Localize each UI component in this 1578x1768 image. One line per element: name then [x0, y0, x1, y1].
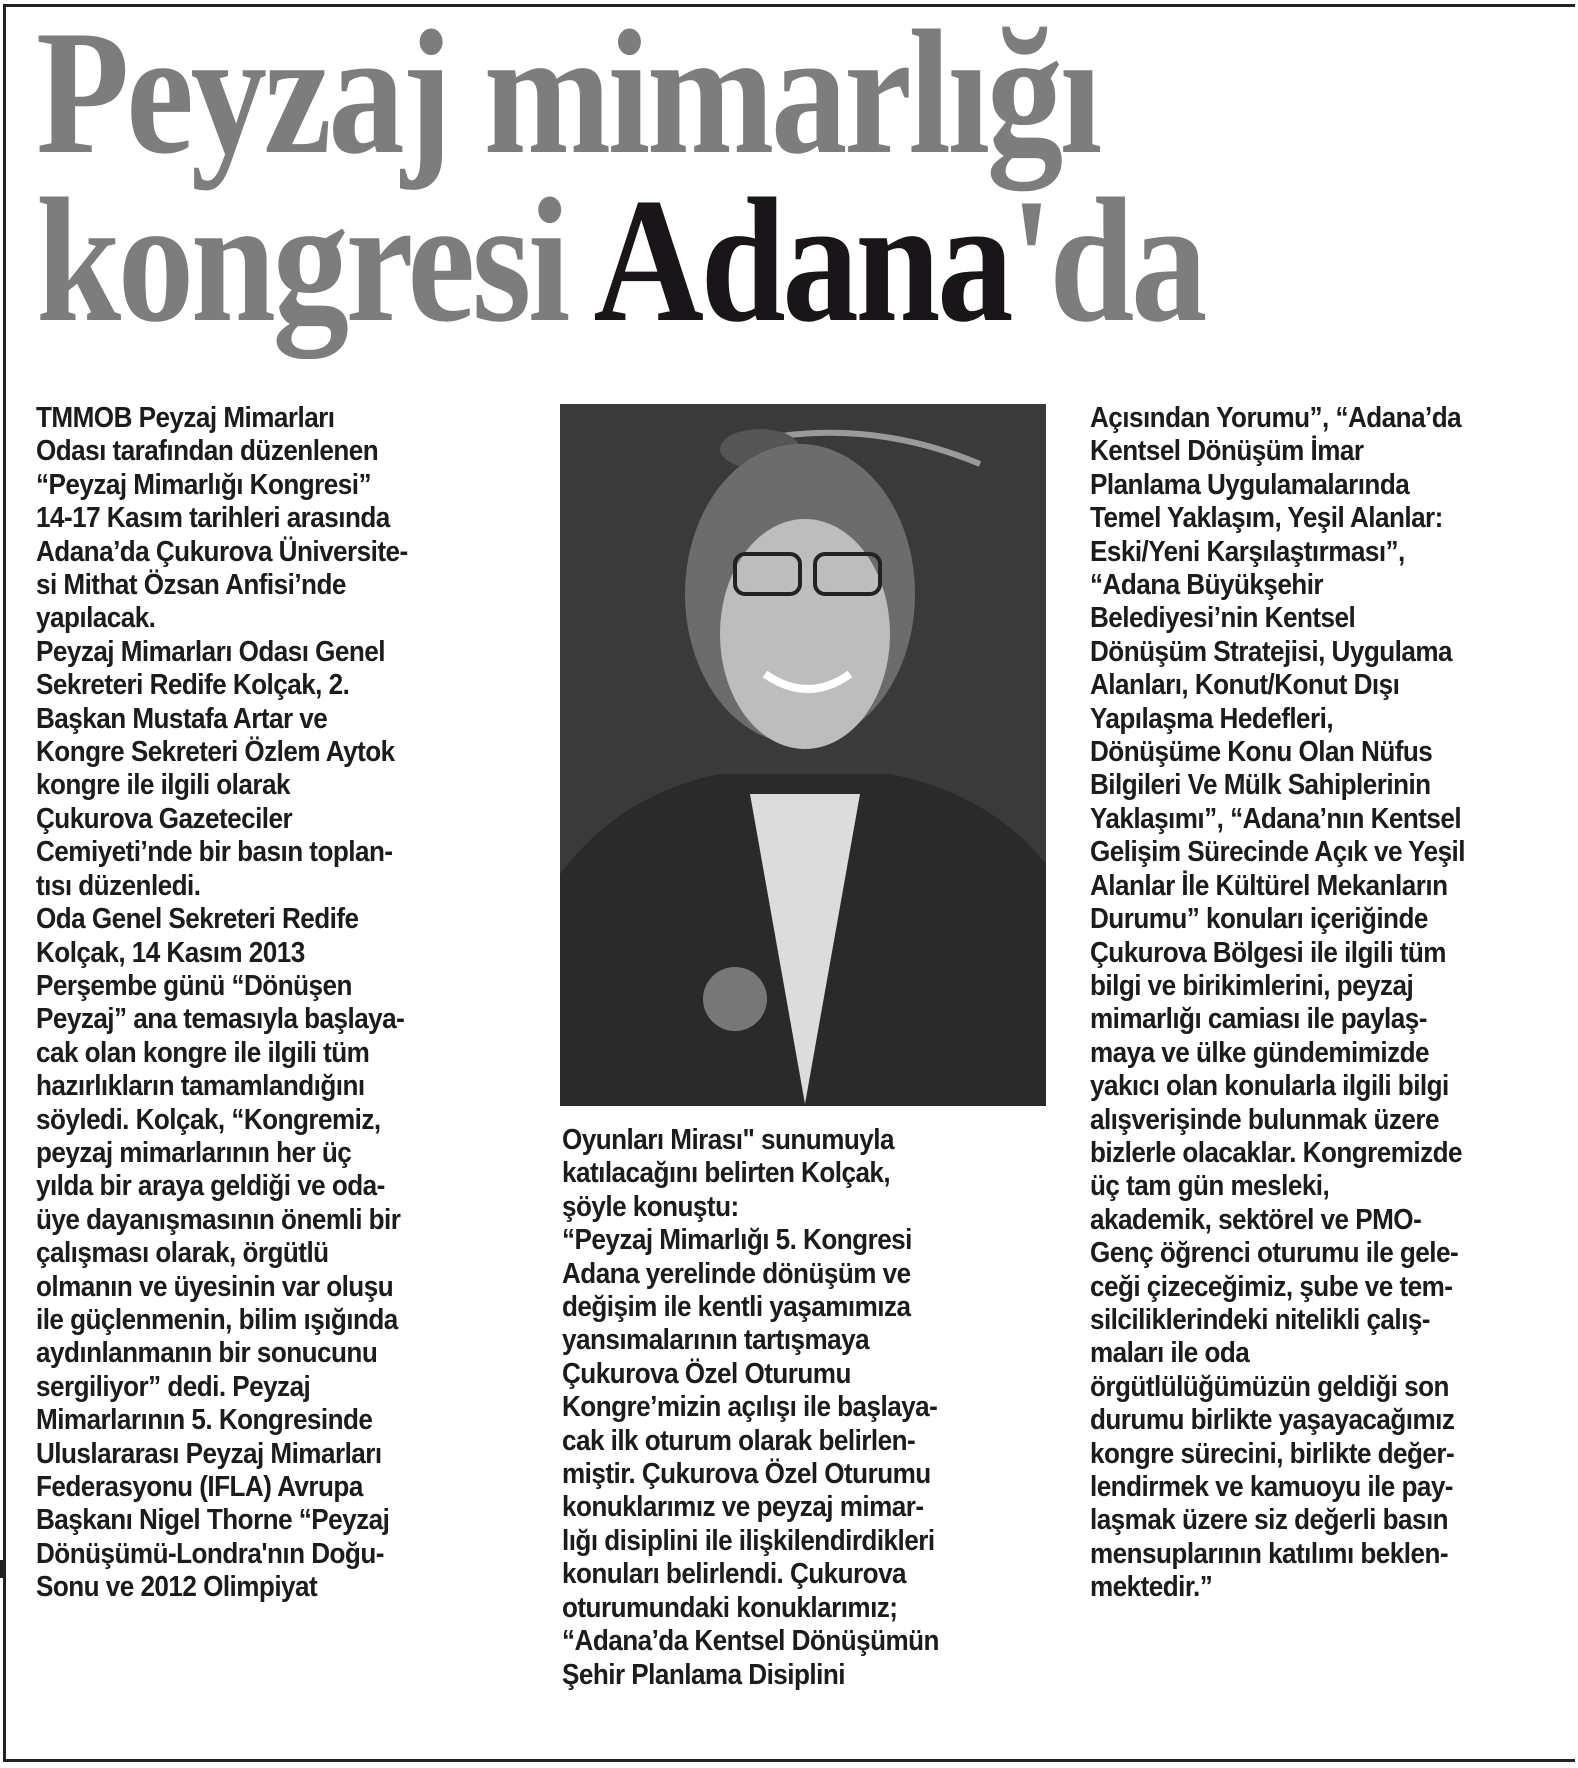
margin-mark	[0, 1560, 6, 1578]
headline-suffix: 'da	[1010, 161, 1205, 359]
headline-line-1: Peyzaj mimarlığı	[36, 0, 1099, 191]
article-column-1: TMMOB Peyzaj Mimarları Odası tarafından düzenlenen “Peyzaj Mimarlığı Kongresi” 14-17 Kasım tarihleri arasında Adana’da Çukurova Üniversite- si Mithat Özsan Anfisi’nde yapılacak. Peyzaj Mimarları Odası Genel Sekreteri Redife Kolçak, 2. Başkan Mustafa Artar ve Kongre Sekreteri Özlem Aytok kongre ile ilgili olarak Çukurova Gazeteciler Cemiyeti’nde bir basın toplan- tısı düzenledi. Oda Genel Sekreteri Redife Kolçak, 14 Kasım 2013 Perşembe günü “Dönüşen Peyzaj” ana temasıyla başlaya- cak olan kongre ile ilgili tüm hazırlıkların tamamlandığını söyledi. Kolçak, “Kongremiz, peyzaj mimarlarının her üç yılda bir araya geldiği ve oda- üye dayanışmasının önemli bir çalışması olarak, örgütlü olmanın ve üyesinin var oluşu ile güçlenmenin, bilim ışığında aydınlanmanın bir sonucunu sergiliyor” dedi. Peyzaj Mimarlarının 5. Kongresinde Uluslararası Peyzaj Mimarları Federasyonu (IFLA) Avrupa Başkanı Nigel Thorne “Peyzaj Dönüşümü-Londra'nın Doğu- Sonu ve 2012 Olimpiyat	[36, 402, 408, 1604]
article-column-3: Açısından Yorumu”, “Adana’da Kentsel Dönüşüm İmar Planlama Uygulamalarında Temel Yaklaşım, Yeşil Alanlar: Eski/Yeni Karşılaştırması”, “Adana Büyükşehir Belediyesi’nin Kentsel Dönüşüm Stratejisi, Uygulama Alanları, Konut/Konut Dışı Yapılaşma Hedefleri, Dönüşüme Konu Olan Nüfus Bilgileri Ve Mülk Sahiplerinin Yaklaşımı”, “Adana’nın Kentsel Gelişim Sürecinde Açık ve Yeşil Alanlar İle Kültürel Mekanların Durumu” konuları içeriğinde Çukurova Bölgesi ile ilgili tüm bilgi ve birikimlerini, peyzaj mimarlığı camiası ile paylaş- maya ve ülke gündemimizde yakıcı olan konularla ilgili bilgi alışverişinde bulunmak üzere bizlerle olacaklar. Kongremizde üç tam gün mesleki, akademik, sektörel ve PMO- Genç öğrenci oturumu ile gele- ceği çizeceğimiz, şube ve tem- silciliklerindeki nitelikli çalış- maları ile oda örgütlülüğümüzün geldiği son durumu birlikte yaşayacağımız kongre sürecini, birlikte değer- lendirmek ve kamuoyu ile pay- laşmak üzere siz değerli basın mensuplarının katılımı beklen- mektedir.”	[1090, 402, 1465, 1604]
headline	[36, 0, 1205, 359]
portrait-illustration	[560, 404, 1046, 1106]
headline-city: Adana	[593, 161, 1011, 359]
headline-line-2	[36, 161, 1205, 359]
portrait-photo	[560, 404, 1046, 1106]
headline-part-a: kongresi	[36, 161, 594, 359]
article-column-2: Oyunları Mirası" sunumuyla katılacağını belirten Kolçak, şöyle konuştu: “Peyzaj Mimarlığı 5. Kongresi Adana yerelinde dönüşüm ve değişim ile kentli yaşamımıza yansımalarının tartışmaya Çukurova Özel Oturumu Kongre’mizin açılışı ile başlaya- cak ilk oturum olarak belirlen- miştir. Çukurova Özel Oturumu konuklarımız ve peyzaj mimar- lığı disiplini ile ilişkilendirdikleri konuları belirlendi. Çukurova oturumundaki konuklarımız; “Adana’da Kentsel Dönüşümün Şehir Planlama Disiplini	[562, 1124, 939, 1691]
